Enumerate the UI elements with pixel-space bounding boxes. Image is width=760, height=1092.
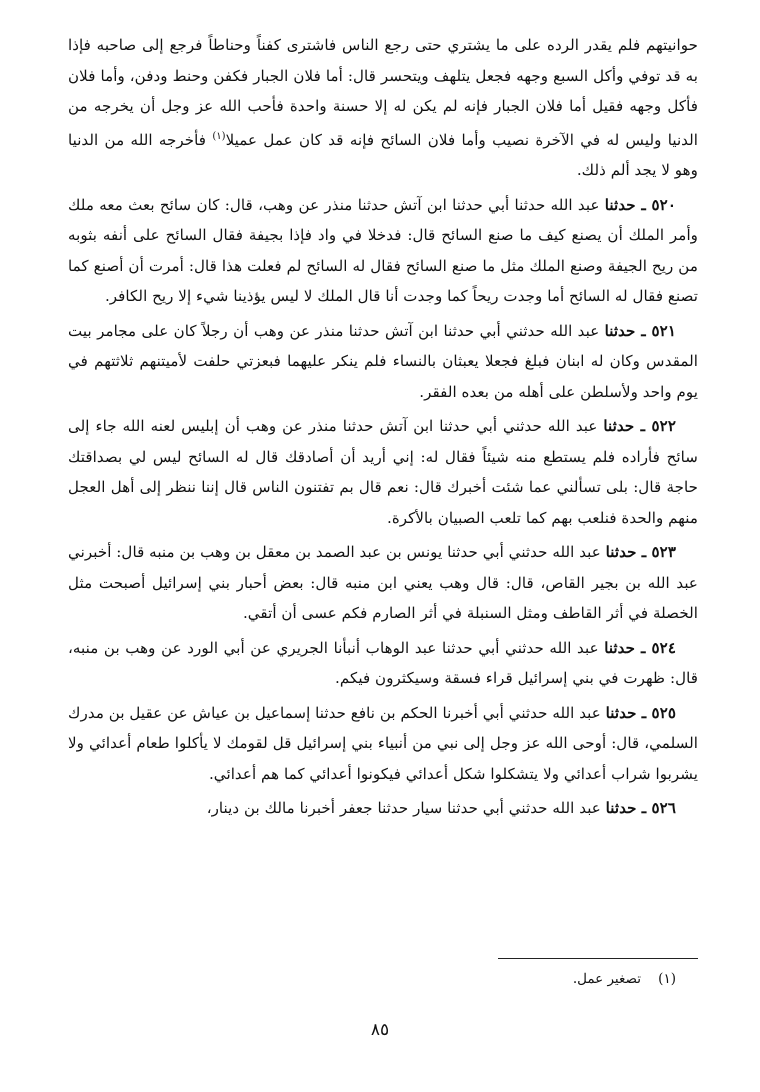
entry-dash: ـ bbox=[635, 638, 652, 657]
page-body bbox=[68, 30, 698, 828]
entry-525 bbox=[68, 698, 698, 790]
entry-number: ٥٢٠ bbox=[651, 195, 676, 214]
entry-521 bbox=[68, 316, 698, 408]
continuation-paragraph bbox=[68, 30, 698, 186]
entry-dash: ـ bbox=[635, 195, 652, 214]
entry-522 bbox=[68, 411, 698, 533]
entry-text: عبد الله حدثني أبي حدثنا ابن آتش حدثنا منذر عن وهب أن إبليس لعنه الله جاء إلى سائح فأراده فلم يستطع منه شيئاً فقال له: إني أريد أن أصادقك قال له السائح ليس لي بصداقتك حاجة قال: بلى تسألني عما شئت أخبرك قال: نعم قال بم تفتنون الناس قال إننا ننظر إلى أهل العجل منهم والحدة فنلعب بهم كما تلعب الصبيان بالأكرة. bbox=[68, 417, 698, 527]
entry-text: عبد الله حدثني أبي حدثنا ابن آتش حدثنا منذر عن وهب أن رجلاً كان على مجامر بيت المقدس وكان له ابنان فبلغ فجعلا يعبثان بالنساء فلم ينكر عليهما فبعزتي حلفت لأميتنهم ثلاثتهم في يوم واحد ولأسلطن على أهله من بعده الفقر. bbox=[68, 321, 698, 401]
footnote-marker-ref: (١) bbox=[212, 130, 226, 142]
entry-text: عبد الله حدثنا أبي حدثنا ابن آتش حدثنا منذر عن وهب، قال: كان سائح بعث معه ملك وأمر الملك أن يصنع كيف ما صنع السائح قال: فدخلا في واد فإذا بجيفة فقال السائح على أنفه بثوبه من ريح الجيفة وصنع الملك مثل ما صنع السائح فقال له السائح لم فعلت هذا قال: أمرت أن أصنع كما تصنع فقال له السائح أما وجدت ريحاً كما وجدت أنا قال الملك لا ليس يؤذينا شيء إلا ريح الكافر. bbox=[68, 195, 698, 306]
entry-dash: ـ bbox=[636, 543, 652, 562]
footnote-marker: (١) bbox=[658, 971, 676, 987]
entry-lead-word: حدثنا bbox=[604, 321, 636, 340]
entry-text: عبد الله حدثني أبي أخبرنا الحكم بن نافع حدثنا إسماعيل بن عياش عن عقيل بن مدرك السلمي، قال: أوحى الله عز وجل إلى نبي من أنبياء بني إسرائيل قل لقومك لا يأكلوا طعام أعدائي ولا يشربوا شراب أعدائي ولا يتشكلوا شكل أعدائي فيكونوا أعدائي كما هم أعدائي. bbox=[68, 703, 698, 783]
continuation-text-end: فأخرجه الله من الدنيا وهو لا يجد ألم ذلك. bbox=[68, 130, 698, 180]
footnote-divider bbox=[498, 958, 698, 959]
entry-526 bbox=[68, 793, 698, 824]
entry-number: ٥٢٢ bbox=[651, 417, 676, 436]
entry-lead-word: حدثنا bbox=[605, 703, 637, 722]
entry-dash: ـ bbox=[635, 321, 652, 340]
entry-lead-word: حدثنا bbox=[604, 195, 636, 214]
entry-524 bbox=[68, 633, 698, 694]
footnote bbox=[573, 968, 676, 990]
entry-number: ٥٢٦ bbox=[651, 799, 676, 818]
entry-number: ٥٢١ bbox=[651, 321, 676, 340]
entry-dash: ـ bbox=[636, 703, 652, 722]
entry-text: عبد الله حدثني أبي حدثنا يونس بن عبد الصمد بن معقل بن وهب بن منبه قال: أخبرني عبد الله بن بجير القاص، قال: قال وهب يعني ابن منبه قال: بعض أحبار بني إسرائيل أصبحت مثل الخصلة في أثر القاطف ومثل السنبلة في أثر الصارم فكم عسى أن أتقي. bbox=[68, 543, 698, 623]
entry-523 bbox=[68, 537, 698, 629]
entry-lead-word: حدثنا bbox=[603, 417, 635, 436]
entry-number: ٥٢٣ bbox=[651, 543, 676, 562]
entry-text: عبد الله حدثني أبي حدثنا سيار حدثنا جعفر أخبرنا مالك بن دينار، bbox=[206, 799, 606, 818]
entry-dash: ـ bbox=[634, 417, 652, 436]
page-number: ٨٥ bbox=[370, 1020, 390, 1040]
footnote-text: تصغير عمل. bbox=[572, 971, 641, 987]
continuation-text: حوانيتهم فلم يقدر الرده على ما يشتري حتى رجع الناس فاشترى كفناً وحناطاً فرجع إلى صاحبه فإذا به قد توفي وأكل السبع وجهه فجعل يتلهف ويتحسر قال: أما فلان الجبار فكفن وحنط ودفن، وأما فلان فأكل وجهه فقيل أما فلان الجبار فإنه لم يكن له إلا حسنة واحدة فأحب الله عز وجل أن يخرجه من الدنيا وليس له في الآخرة نصيب وأما فلان السائح فإنه قد كان عمل عميلا bbox=[68, 36, 699, 149]
entry-dash: ـ bbox=[636, 799, 652, 818]
entry-lead-word: حدثنا bbox=[605, 543, 637, 562]
entry-lead-word: حدثنا bbox=[604, 638, 636, 657]
entry-number: ٥٢٤ bbox=[651, 638, 676, 657]
entry-520 bbox=[68, 190, 698, 312]
entry-lead-word: حدثنا bbox=[605, 799, 637, 818]
entry-text: عبد الله حدثني أبي حدثنا عبد الوهاب أنبأنا الجريري عن أبي الورد عن وهب بن منبه، قال: ظهرت في بني إسرائيل قراء فسقة وسيكثرون فيكم. bbox=[68, 638, 698, 688]
entry-number: ٥٢٥ bbox=[651, 703, 677, 722]
